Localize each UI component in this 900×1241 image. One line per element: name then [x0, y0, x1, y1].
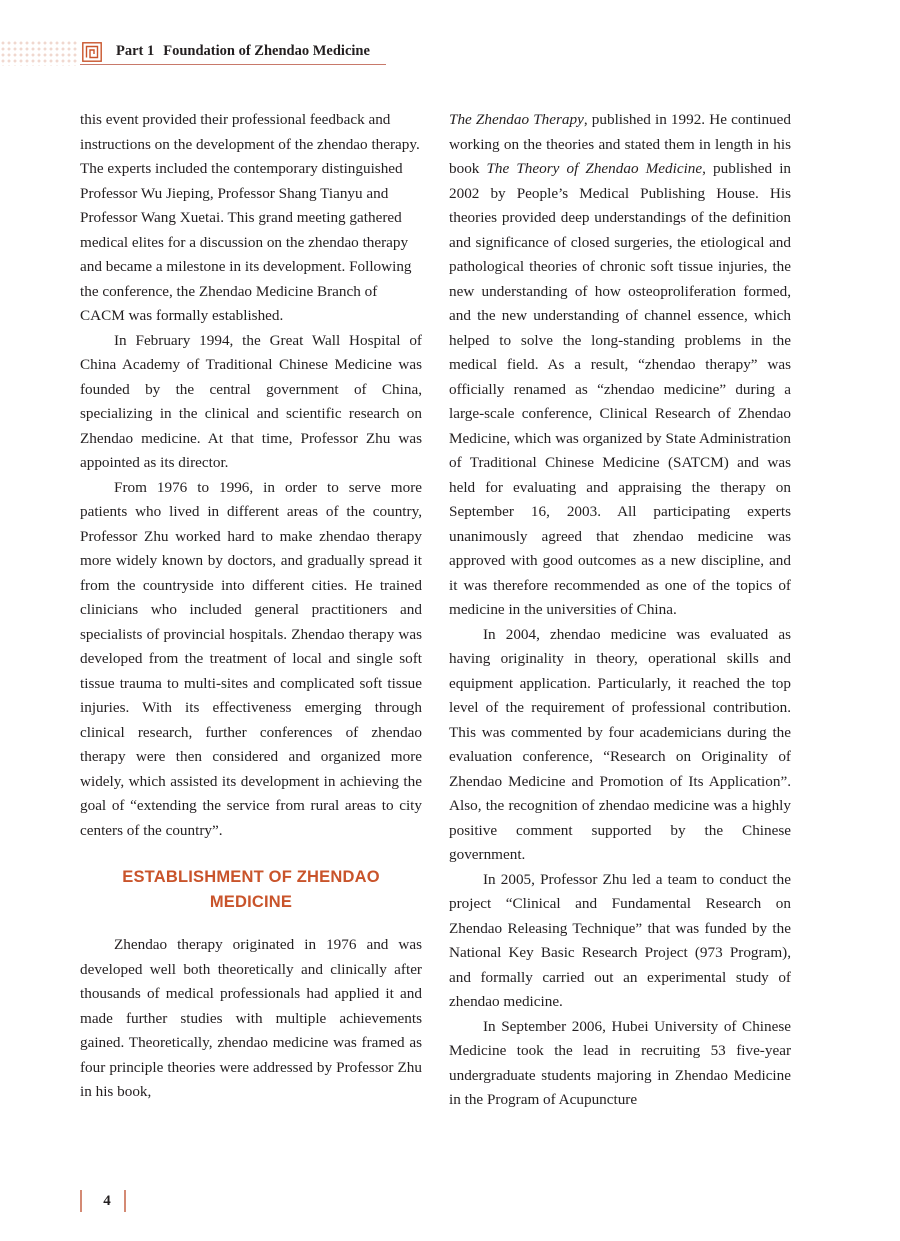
section-heading-line: ESTABLISHMENT OF ZHENDAO	[122, 868, 380, 886]
paragraph: In 2004, zhendao medicine was evaluated as having originality in theory, operational skills and equipment application. Particularly, it reached the top level of the requirement of professional contribution. This was commented by four academicians during the evaluation conference, “Research on Originality of Zhendao Medicine and Promotion of Its Application”. Also, the recognition of zhendao medicine was a highly positive comment supported by the Chinese government.	[449, 625, 791, 863]
header-decorative-pattern	[0, 40, 78, 66]
paragraph: Zhendao therapy originated in 1976 and was developed well both theoretically and clinically after thousands of medical professionals had applied it and made further studies with multiple achievements gained. Theoretically, zhendao medicine was framed as four principle theories were addressed by Professor Zhu in his book,	[80, 936, 422, 1100]
running-header	[116, 43, 370, 60]
header-part-label: Part 1	[116, 43, 155, 59]
header-chapter-title: Foundation of Zhendao Medicine	[163, 43, 370, 59]
paragraph	[449, 108, 791, 623]
footer-bar-right	[124, 1190, 126, 1212]
right-column	[449, 108, 791, 1113]
book-title: The Zhendao Therapy	[449, 111, 584, 128]
paragraph: this event provided their professional feedback and instructions on the development of the zhendao therapy. The experts included the contemporary distinguished Professor Wu Jieping, Professor Shang Tianyu and Professor Wang Xuetai. This grand meeting gathered medical elites for a discussion on the zhendao therapy and became a milestone in its development. Following the conference, the Zhendao Medicine Branch of CACM was formally established.	[80, 111, 420, 324]
paragraph: From 1976 to 1996, in order to serve more patients who lived in different areas of the country, Professor Zhu worked hard to make zhendao therapy more widely known by doctors, and gradually spread it from the countryside into different cities. He trained clinicians who included general practitioners and specialists of provincial hospitals. Zhendao therapy was developed from the treatment of local and single soft tissue trauma to multi-sites and complicated soft tissue injuries. With its effectiveness emerging through clinical research, further conferences of zhendao therapy were then considered and organized more widely, which assisted its development in achieving the goal of “extending the service from rural areas to city centers of the country”.	[80, 478, 422, 839]
paragraph: In September 2006, Hubei University of Chinese Medicine took the lead in recruiting 53 five-year undergraduate students majoring in Zhendao Medicine in the Program of Acupuncture	[449, 1017, 791, 1108]
footer-bar-left	[80, 1190, 82, 1212]
paragraph: In February 1994, the Great Wall Hospital of China Academy of Traditional Chinese Medicine was founded by the central government of China, specializing in the clinical and scientific research on Zhendao medicine. At that time, Professor Zhu was appointed as its director.	[80, 331, 422, 471]
left-column	[80, 108, 422, 1105]
section-heading-line: MEDICINE	[209, 893, 293, 911]
section-heading	[80, 865, 422, 915]
page-number: 4	[103, 1193, 111, 1209]
fret-pattern-icon	[82, 42, 102, 62]
book-title: The Theory of Zhendao Medicine	[486, 160, 703, 177]
paragraph-text: , published in 2002 by People’s Medical Publishing House. His theories provided deep understandings of the definition and significance of closed surgeries, the etiological and pathological theories of chronic soft tissue injuries, the new understanding of how osteoproliferation formed, and the new understanding of channel essence, which helped to solve the long-standing problems in the medical field. As a result, “zhendao therapy” was officially renamed as “zhendao medicine” during a large-scale conference, Clinical Research of Zhendao Medicine, which was organized by State Administration of Traditional Chinese Medicine (SATCM) and was held for evaluating and appraising the therapy on September 16, 2003. All participating experts unanimously agreed that zhendao medicine was approved with good outcomes as a new discipline, and it was therefore recommended as one of the topics of medicine in the universities of China.	[449, 160, 792, 618]
header-rule	[80, 64, 386, 65]
paragraph: In 2005, Professor Zhu led a team to conduct the project “Clinical and Fundamental Research on Zhendao Releasing Technique” that was funded by the National Key Basic Research Project (973 Program), and formally carried out an experimental study of zhendao medicine.	[449, 870, 791, 1010]
paragraph-text: , published in 1992. He continued working on the theories and stated them in length in his book	[449, 111, 791, 177]
